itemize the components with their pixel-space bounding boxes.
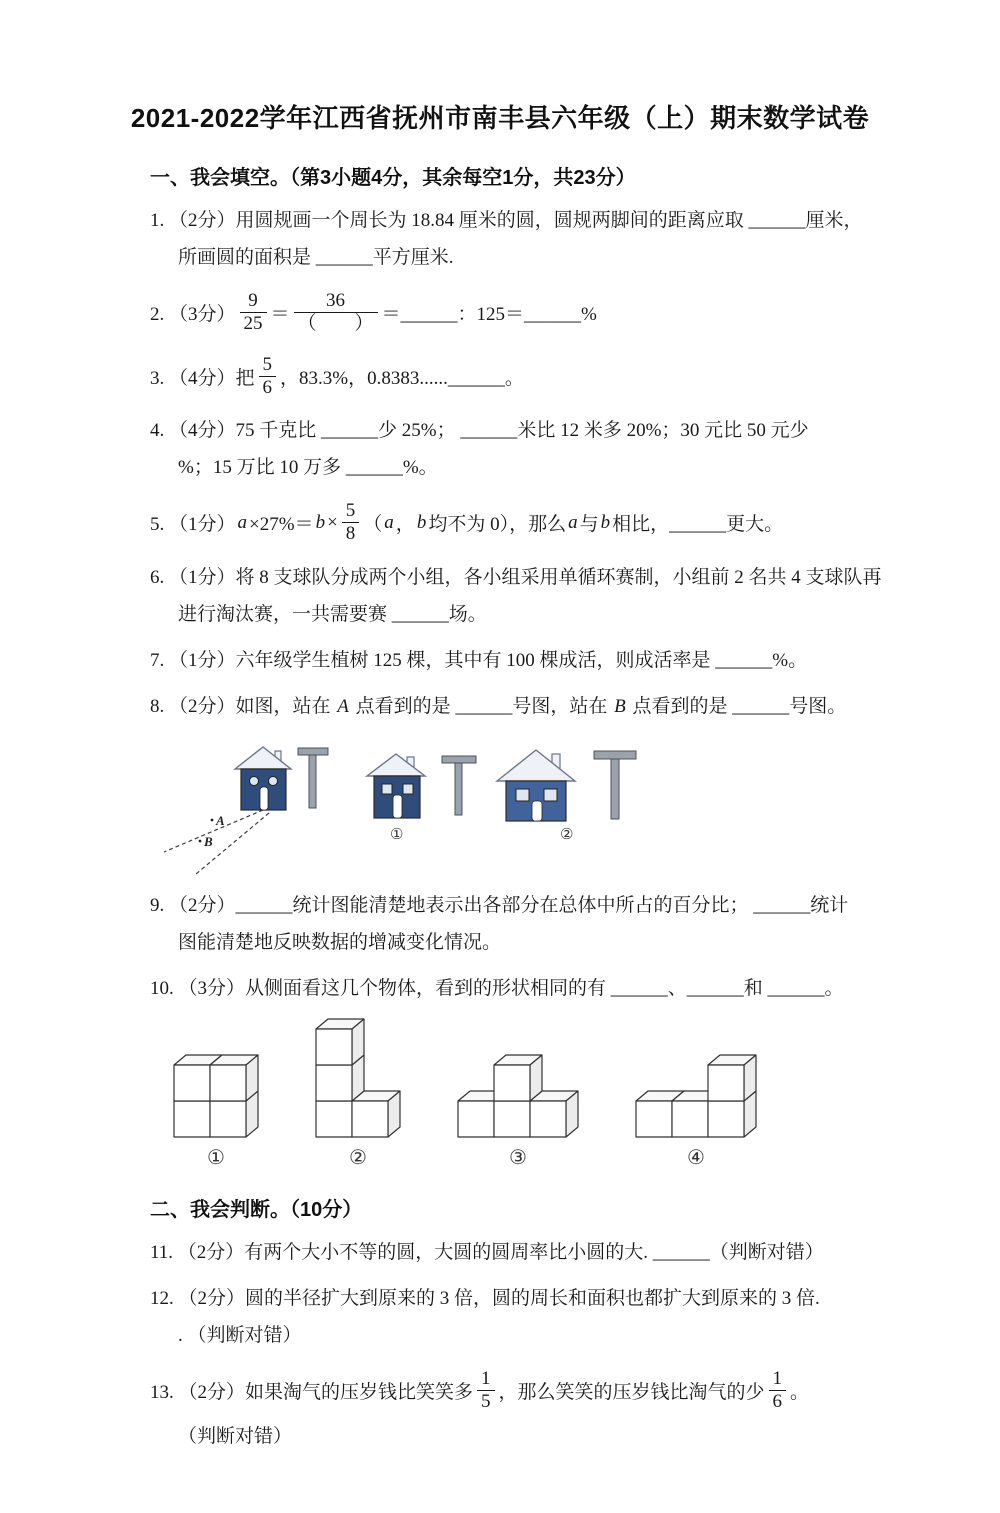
question-1 (150, 202, 870, 276)
question-2 (150, 285, 870, 340)
exam-body (150, 161, 882, 1455)
point-a-reference: A (337, 696, 349, 718)
question-13-lead: 13. （2分）如果淘气的压岁钱比笑笑多 (150, 1381, 474, 1403)
page-title: 2021-2022学年江西省抚州市南丰县六年级（上）期末数学试卷 (130, 103, 870, 133)
question-10-line-1: 10. （3分）从侧面看这几个物体，看到的形状相同的有 ______、______和 ______。 (150, 978, 844, 1000)
pole-small-icon (298, 748, 328, 808)
question-12-line-1: 12. （2分）圆的半径扩大到原来的 3 倍，圆的周长和面积也都扩大到原来的 3 倍. (150, 1288, 820, 1310)
house-1-number-label: ① (390, 825, 404, 844)
section-1-heading: 一、我会填空。（第3小题4分，其余每空1分，共23分） (150, 167, 636, 189)
fraction-1-5: $\frac{1}{5}$ (477, 1368, 495, 1413)
question-6-line-1: 6. （1分）将 8 支球队分成两个小组，各小组采用单循环赛制，小组前 2 名共 4 支球队再 (150, 567, 882, 589)
question-13-line-2: （判断对错） (178, 1425, 293, 1447)
question-11 (150, 1234, 870, 1271)
question-7-line-1: 7. （1分）六年级学生植树 125 棵，其中有 100 棵成活，则成活率是 ______%。 (150, 650, 808, 672)
question-9 (150, 887, 870, 961)
fraction-1-6: $\frac{1}{6}$ (769, 1368, 787, 1413)
cubes-figure (172, 1017, 870, 1170)
question-6-line-2: 进行淘汰赛，一共需要赛 ______场。 (178, 604, 487, 626)
house-medium-icon (367, 754, 425, 818)
question-4-line-2: %；15 万比 10 万多 ______%。 (178, 457, 438, 479)
fraction-5-6: $\frac{5}{6}$ (259, 354, 277, 399)
sight-lines (164, 810, 269, 874)
question-5-text: ， (395, 514, 415, 536)
variable-b: b (416, 511, 427, 533)
cube-figure-item (456, 1053, 580, 1170)
point-b-label: B (204, 834, 213, 850)
cube-figure-item (172, 1053, 260, 1170)
question-8-mid: 点看到的是 ______号图，站在 (355, 696, 608, 718)
fraction-5-8: $\frac{5}{8}$ (342, 500, 360, 545)
question-4 (150, 412, 870, 486)
question-13-mid: ，那么笑笑的压岁钱比淘气的少 (498, 1381, 765, 1403)
question-2-line-1 (150, 285, 870, 340)
question-5-text: ×27%＝ (249, 514, 314, 536)
point-b-reference: B (614, 696, 626, 718)
question-9-line-2: 图能清楚地反映数据的增减变化情况。 (178, 932, 502, 954)
question-3 (150, 349, 870, 404)
question-7 (150, 642, 870, 679)
question-13 (150, 1363, 870, 1455)
cube-shape-label: ③ (509, 1145, 527, 1170)
question-1-line-2: 所画圆的面积是 ______平方厘米. (178, 247, 454, 268)
question-5-text: 相比，______更大。 (612, 514, 784, 536)
question-8-rest: 点看到的是 ______号图。 (632, 696, 847, 718)
pole-large-icon (594, 751, 636, 819)
point-a-label: A (216, 813, 225, 829)
question-3-line-1 (150, 349, 870, 404)
variable-b: b (600, 511, 611, 533)
question-9-line-1: 9. （2分）______统计图能清楚地表示出各部分在总体中所占的百分比； ______统计 (150, 895, 849, 917)
question-5-text: 均不为 0），那么 (428, 514, 567, 536)
question-5-text: （ (363, 514, 383, 536)
cube-shape-1 (172, 1053, 260, 1139)
question-1-line-1: 1. （2分）用圆规画一个周长为 18.84 厘米的圆，圆规两脚间的距离应取 ______厘米， (150, 210, 863, 231)
question-13-end: 。 (790, 1381, 810, 1403)
question-12-line-2: . （判断对错） (178, 1325, 302, 1347)
question-5-line-1 (150, 495, 870, 550)
section-2-heading: 二、我会判断。（10分） (150, 1199, 363, 1222)
cube-shape-label: ② (349, 1145, 367, 1170)
question-5 (150, 495, 870, 550)
question-5-text: × (327, 511, 338, 533)
house-small-icon (235, 747, 291, 810)
cube-shape-4 (634, 1053, 758, 1139)
house-2-number-label: ② (560, 825, 574, 844)
question-12 (150, 1280, 870, 1354)
question-4-line-1: 4. （4分）75 千克比 ______少 25%； ______米比 12 米多 20%；30 元比 50 元少 (150, 420, 809, 442)
cube-shape-3 (456, 1053, 580, 1139)
pole-medium-icon (442, 756, 476, 815)
question-8-line-1 (150, 688, 870, 725)
houses-figure (150, 734, 870, 879)
variable-a: a (237, 511, 248, 533)
cube-figure-item (634, 1053, 758, 1170)
cube-shape-label: ① (207, 1145, 225, 1170)
houses-figure-svg (156, 734, 676, 879)
fraction-36-blank: $\frac{36}{( )}$ (294, 290, 378, 335)
variable-a: a (384, 511, 394, 533)
question-5-text: 与 (579, 514, 599, 536)
question-5-lead: 5. （1分） (150, 514, 236, 536)
variable-b: b (315, 511, 326, 533)
question-10 (150, 970, 870, 1007)
question-13-line-1 (150, 1363, 870, 1418)
variable-a: a (568, 511, 578, 533)
question-2-lead: 2. （3分） (150, 303, 236, 325)
house-large-icon (497, 750, 575, 821)
question-3-rest: ，83.3%，0.8383......______。 (280, 367, 524, 389)
cube-shape-2 (314, 1017, 402, 1139)
question-6 (150, 559, 882, 633)
question-3-lead: 3. （4分）把 (150, 367, 255, 389)
fraction-9-25: $\frac{9}{25}$ (240, 290, 267, 335)
question-11-line-1: 11. （2分）有两个大小不等的圆，大圆的圆周率比小圆的大. ______（判断对错） (150, 1242, 824, 1264)
question-8-lead: 8. （2分）如图，站在 (150, 696, 331, 718)
cube-figure-item (314, 1017, 402, 1170)
equals-sign: ＝ (270, 303, 290, 325)
question-8 (150, 688, 870, 725)
cube-shape-label: ④ (687, 1145, 705, 1170)
question-2-rest: ＝______：125＝______% (381, 303, 597, 325)
